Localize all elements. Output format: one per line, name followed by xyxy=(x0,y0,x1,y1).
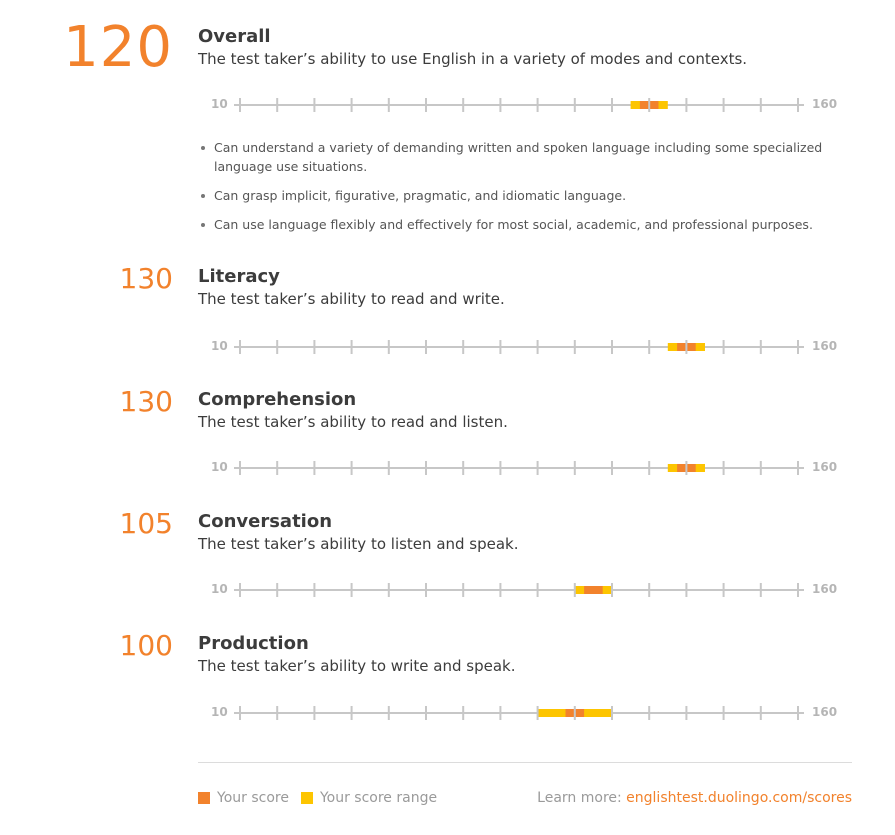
scale-max-label: 160 xyxy=(812,460,838,474)
scale-min-label: 10 xyxy=(211,97,228,111)
list-item: Can grasp implicit, figurative, pragmatic, and idiomatic language. xyxy=(198,186,858,205)
conversation-score: 105 xyxy=(119,507,173,540)
learn-more xyxy=(537,790,852,806)
section-title: Comprehension xyxy=(198,389,357,410)
section-title: Production xyxy=(198,633,309,654)
score-scale xyxy=(198,458,858,478)
score-scale xyxy=(198,337,858,357)
legend-your-score-range xyxy=(301,790,437,806)
list-item: Can use language flexibly and effectively for most social, academic, and professional purposes. xyxy=(198,215,858,234)
overall-descriptors xyxy=(198,138,858,244)
scale-track xyxy=(234,458,804,478)
scale-max-label: 160 xyxy=(812,339,838,353)
scale-track xyxy=(234,95,804,115)
legend xyxy=(198,790,449,806)
section-title: Literacy xyxy=(198,266,280,287)
scale-max-label: 160 xyxy=(812,705,838,719)
score-scale xyxy=(198,580,858,600)
scale-min-label: 10 xyxy=(211,460,228,474)
section-description: The test taker’s ability to read and listen. xyxy=(198,413,508,431)
legend-label: Your score range xyxy=(319,790,438,806)
section-description: The test taker’s ability to listen and speak. xyxy=(198,535,519,553)
score-scale xyxy=(198,95,858,115)
section-description: The test taker’s ability to write and speak. xyxy=(198,657,516,675)
scale-min-label: 10 xyxy=(211,582,228,596)
scale-min-label: 10 xyxy=(211,705,228,719)
your-score-swatch xyxy=(198,792,210,804)
scale-min-label: 10 xyxy=(211,339,228,353)
scores-link[interactable]: englishtest.duolingo.com/scores xyxy=(626,790,852,806)
scale-track xyxy=(234,337,804,357)
legend-your-score xyxy=(198,790,289,806)
learn-more-label: Learn more: xyxy=(537,790,627,806)
comprehension-score: 130 xyxy=(119,385,173,418)
score-scale xyxy=(198,703,858,723)
scale-max-label: 160 xyxy=(812,97,838,111)
footer-divider xyxy=(198,762,852,763)
scale-track xyxy=(234,703,804,723)
score-marker xyxy=(584,586,603,594)
section-title: Conversation xyxy=(198,511,333,532)
overall-score: 120 xyxy=(63,15,173,80)
section-description: The test taker’s ability to use English in a variety of modes and contexts. xyxy=(198,50,748,68)
literacy-score: 130 xyxy=(119,262,173,295)
scale-track xyxy=(234,580,804,600)
section-title: Overall xyxy=(198,26,271,47)
production-score: 100 xyxy=(119,629,173,662)
list-item: Can understand a variety of demanding written and spoken language including some specialized language use situations. xyxy=(198,138,858,176)
legend-label: Your score xyxy=(217,790,289,806)
scale-max-label: 160 xyxy=(812,582,838,596)
your-score-range-swatch xyxy=(301,792,313,804)
section-description: The test taker’s ability to read and write. xyxy=(198,290,505,308)
